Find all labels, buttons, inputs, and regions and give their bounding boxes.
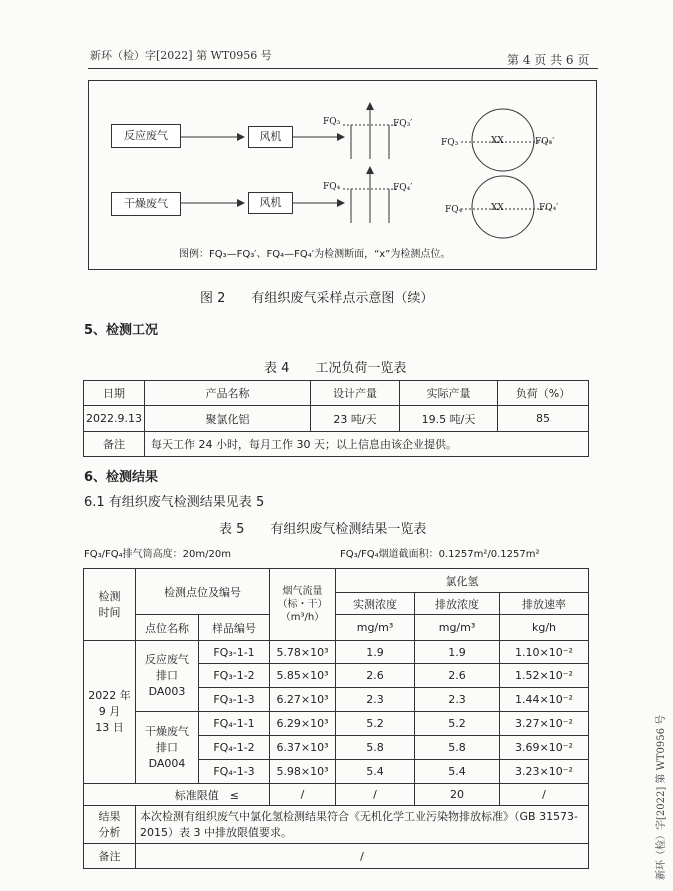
source-box-drying: 干燥废气	[111, 192, 181, 216]
t5-date: 2022 年 9 月 13 日	[84, 641, 136, 784]
table5	[83, 568, 589, 869]
t5-sample: FQ₄-1-3	[199, 760, 270, 784]
side-stamp: 新环（检）字[2022] 第 WT0956 号	[656, 714, 667, 880]
header-rule	[88, 68, 598, 69]
t5-group1: 反应废气 排口 DA003	[136, 641, 199, 712]
t5-emis: 5.2	[415, 712, 500, 736]
stack2-in-label: FQ₄	[323, 182, 341, 192]
t5-limit-flow: /	[270, 784, 336, 806]
t5-emis: 1.9	[415, 641, 500, 664]
t5-limit-emis: 20	[415, 784, 500, 806]
table4	[83, 380, 589, 457]
t5-rate: 1.52×10⁻²	[500, 664, 589, 688]
t5-flow: 5.98×10³	[270, 760, 336, 784]
t5-emis: 5.4	[415, 760, 500, 784]
t5-u-conc: mg/m³	[336, 615, 415, 641]
doc-number: 新环（检）字[2022] 第 WT0956 号	[90, 49, 272, 62]
t5-h-sample: 样品编号	[199, 615, 270, 641]
t5-conc: 5.4	[336, 760, 415, 784]
fan-box-1: 风机	[248, 126, 293, 148]
t5-rate: 3.23×10⁻²	[500, 760, 589, 784]
circle1-out-label: FQ₃′	[535, 137, 555, 147]
t5-conc: 2.6	[336, 664, 415, 688]
table4-title: 表 4 工况负荷一览表	[264, 361, 407, 376]
t5-sample: FQ₃-1-2	[199, 664, 270, 688]
t5-rate: 3.27×10⁻²	[500, 712, 589, 736]
t5-sample: FQ₄-1-1	[199, 712, 270, 736]
t5-emis: 2.6	[415, 664, 500, 688]
t5-conclusion-label: 结果 分析	[84, 806, 136, 844]
t5-u-emis: mg/m³	[415, 615, 500, 641]
sampling-diagram	[88, 80, 597, 270]
circle1-in-label: FQ₃	[441, 138, 459, 148]
t5-limit-label: 标准限值 ≤	[84, 784, 270, 806]
stack1-out-label: FQ₃′	[393, 119, 413, 129]
t5-emis: 5.8	[415, 736, 500, 760]
cross-section-note: FQ₃/FQ₄烟道截面积：0.1257m²/0.1257m²	[340, 549, 540, 560]
t5-h-time: 检测 时间	[84, 569, 136, 641]
circle2-marks: XX	[491, 203, 504, 213]
t5-sample: FQ₄-1-2	[199, 736, 270, 760]
t5-remark-value: /	[136, 844, 589, 869]
t5-conc: 1.9	[336, 641, 415, 664]
circle1-marks: XX	[491, 136, 504, 146]
t4-h-design: 设计产量	[311, 381, 400, 406]
section61-heading: 6.1 有组织废气检测结果见表 5	[84, 495, 265, 510]
t5-sample: FQ₃-1-3	[199, 688, 270, 712]
diagram-legend: 图例：FQ₃—FQ₃′、FQ₄—FQ₄′为检测断面，“x”为检测点位。	[179, 249, 451, 260]
t5-flow: 6.27×10³	[270, 688, 336, 712]
t5-rate: 1.10×10⁻²	[500, 641, 589, 664]
t4-design: 23 吨/天	[311, 406, 400, 432]
t5-h-rate: 排放速率	[500, 593, 589, 615]
source-box-reaction: 反应废气	[111, 124, 181, 148]
t4-h-date: 日期	[84, 381, 145, 406]
circle2-out-label: FQ₄′	[539, 203, 559, 213]
t5-conc: 5.2	[336, 712, 415, 736]
fan-box-2: 风机	[248, 192, 293, 214]
t5-conc: 2.3	[336, 688, 415, 712]
t5-flow: 5.78×10³	[270, 641, 336, 664]
t5-conc: 5.8	[336, 736, 415, 760]
t5-flow: 5.85×10³	[270, 664, 336, 688]
t5-h-point-name: 点位名称	[136, 615, 199, 641]
diagram-lines	[89, 81, 596, 269]
t5-h-flow: 烟气流量 （标・干） （m³/h）	[270, 569, 336, 641]
t5-flow: 6.29×10³	[270, 712, 336, 736]
table5-title: 表 5 有组织废气检测结果一览表	[219, 522, 427, 537]
t5-emis: 2.3	[415, 688, 500, 712]
t4-actual: 19.5 吨/天	[400, 406, 498, 432]
circle2-in-label: FQ₄	[445, 205, 463, 215]
t5-h-pollutant: 氯化氢	[336, 569, 589, 593]
t5-h-point: 检测点位及编号	[136, 569, 270, 615]
t4-date: 2022.9.13	[84, 406, 145, 432]
t5-remark-label: 备注	[84, 844, 136, 869]
t4-remark-text: 每天工作 24 小时，每月工作 30 天；以上信息由该企业提供。	[145, 432, 589, 457]
figure-caption: 图 2 有组织废气采样点示意图（续）	[200, 291, 434, 306]
t5-limit-rate: /	[500, 784, 589, 806]
t5-limit-conc: /	[336, 784, 415, 806]
t4-h-product: 产品名称	[145, 381, 311, 406]
t4-remark-label: 备注	[84, 432, 145, 457]
t5-u-rate: kg/h	[500, 615, 589, 641]
t5-rate: 1.44×10⁻²	[500, 688, 589, 712]
t4-product: 聚氯化铝	[145, 406, 311, 432]
stack1-in-label: FQ₃	[323, 117, 341, 127]
t5-rate: 3.69×10⁻²	[500, 736, 589, 760]
t5-sample: FQ₃-1-1	[199, 641, 270, 664]
t5-group2: 干燥废气 排口 DA004	[136, 712, 199, 784]
t5-flow: 6.37×10³	[270, 736, 336, 760]
page-info: 第 4 页 共 6 页	[507, 53, 590, 67]
t4-h-actual: 实际产量	[400, 381, 498, 406]
stack-height-note: FQ₃/FQ₄排气筒高度：20m/20m	[84, 549, 231, 560]
t4-load: 85	[498, 406, 589, 432]
stack2-out-label: FQ₄′	[393, 183, 413, 193]
section5-heading: 5、检测工况	[84, 323, 159, 338]
t5-h-emis: 排放浓度	[415, 593, 500, 615]
t5-conclusion-text: 本次检测有组织废气中氯化氢检测结果符合《无机化学工业污染物排放标准》（GB 31573-2015）表 3 中排放限值要求。	[136, 806, 589, 844]
t4-h-load: 负荷（%）	[498, 381, 589, 406]
section6-heading: 6、检测结果	[84, 470, 159, 485]
t5-h-conc: 实测浓度	[336, 593, 415, 615]
